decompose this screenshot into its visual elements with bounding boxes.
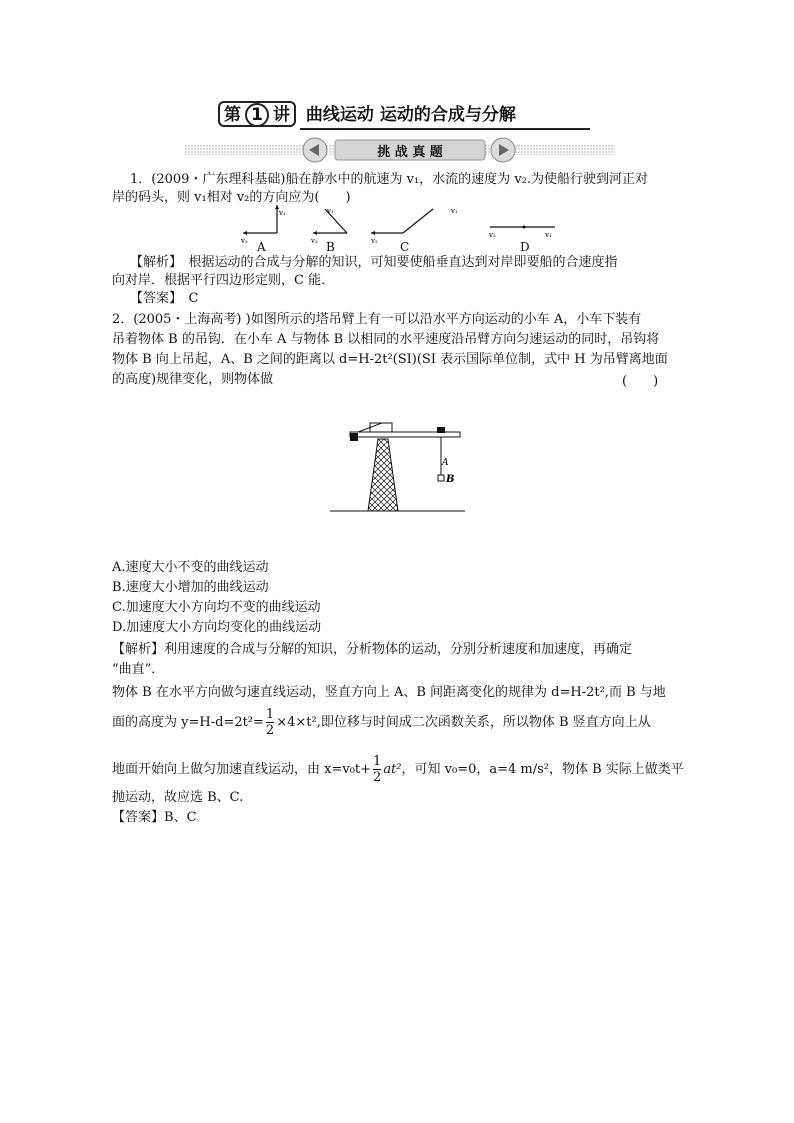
- q1-analysis-2: 向对岸．根据平行四边形定则，C 能．: [112, 273, 335, 288]
- q2-option-c: C.加速度大小方向均不变的曲线运动: [112, 600, 321, 615]
- q1-option-d: D: [520, 240, 530, 254]
- q2-line-3: 物体 B 向上吊起，A、B 之间的距离以 d=H-2t²(SI)(SI 表示国际单位制，式中 H 为吊臂离地面: [112, 352, 668, 367]
- q2-analysis-4: 面的高度为 y=H-d=2t²= $\frac{1}{2}$ ×4×t²,即位移与时间成二次函数关系，所以物体 B 竖直方向上从: [112, 707, 651, 738]
- q2-analysis-5: 地面开始向上做匀加速直线运动，由 x=v₀t+ $\frac{1}{2}$ at²，可知 v₀=0，a=4 m/s²，物体 B 实际上做类平: [112, 754, 684, 785]
- fraction-half-2: $\frac{1}{2}$: [373, 754, 382, 785]
- q1-d-v2: v₂: [489, 231, 496, 239]
- crane-figure: [330, 415, 465, 515]
- q2-analysis-1: 【解析】利用速度的合成与分解的知识，分析物体的运动，分别分析速度和加速度，再确定: [112, 642, 633, 657]
- crane-label-b: B: [446, 474, 455, 485]
- banner-label: 挑 战 真 题: [377, 145, 443, 160]
- q1-line-1: 1．(2009・广东理科基础)船在静水中的航速为 v₁，水流的速度为 v₂.为使船行驶到河正对: [130, 172, 649, 187]
- lesson-number-box: 第 1 讲: [218, 101, 296, 127]
- q1-analysis-1: 【解析】 根据运动的合成与分解的知识，可知要使船垂直达到对岸即要船的合速度指: [130, 255, 618, 270]
- q2-option-b: B.速度大小增加的曲线运动: [112, 580, 269, 595]
- title-underline: [300, 128, 590, 130]
- q2-bracket: ( ): [622, 374, 659, 389]
- q2-line-1: 2．(2005・上海高考) )如图所示的塔吊臂上有一可以沿水平方向运动的小车 A，小车下装有: [112, 312, 642, 327]
- q1-a-v1: v₁: [279, 209, 286, 217]
- q1-option-b: B: [326, 240, 335, 254]
- lesson-title: [218, 100, 516, 130]
- q1-line-2: 岸的码头，则 v₁相对 v₂的方向应为( ): [112, 190, 351, 205]
- q1-a-v2: v₂: [241, 237, 248, 245]
- fraction-half: $\frac{1}{2}$: [265, 707, 275, 738]
- q2-line-2: 吊着物体 B 的吊钩．在小车 A 与物体 B 以相同的水平速度沿吊臂方向匀速运动的同时，吊钩将: [112, 332, 660, 347]
- q1-b-v1: v₁: [327, 207, 334, 215]
- q1-c-v1: v₁: [451, 207, 458, 215]
- q1-option-a: A: [257, 240, 266, 254]
- q2-analysis-3: 物体 B 在水平方向做匀速直线运动，竖直方向上 A、B 间距离变化的规律为 d=H-2t²,而 B 与地: [112, 685, 666, 700]
- q2-option-a: A.速度大小不变的曲线运动: [112, 560, 269, 575]
- q2-option-d: D.加速度大小方向均变化的曲线运动: [112, 620, 322, 635]
- q2-answer: 【答案】B、C: [112, 810, 197, 825]
- banner: [185, 136, 615, 164]
- q1-d-v1: v₁: [545, 231, 552, 239]
- q2-analysis-2: “曲直”．: [112, 662, 165, 677]
- q2-analysis-6: 抛运动，故应选 B、C.: [112, 790, 244, 805]
- q2-line-4: 的高度)规律变化，则物体做: [112, 372, 274, 387]
- q1-figure: [235, 203, 555, 253]
- q1-b-v2: v₂: [311, 237, 318, 245]
- crane-label-a: A: [442, 458, 449, 468]
- lesson-number: 1: [245, 103, 269, 127]
- q1-answer: 【答案】 C: [130, 291, 199, 306]
- lesson-heading: 曲线运动 运动的合成与分解: [305, 105, 516, 125]
- q1-c-v2: v₂: [371, 237, 378, 245]
- q1-option-c: C: [400, 240, 410, 254]
